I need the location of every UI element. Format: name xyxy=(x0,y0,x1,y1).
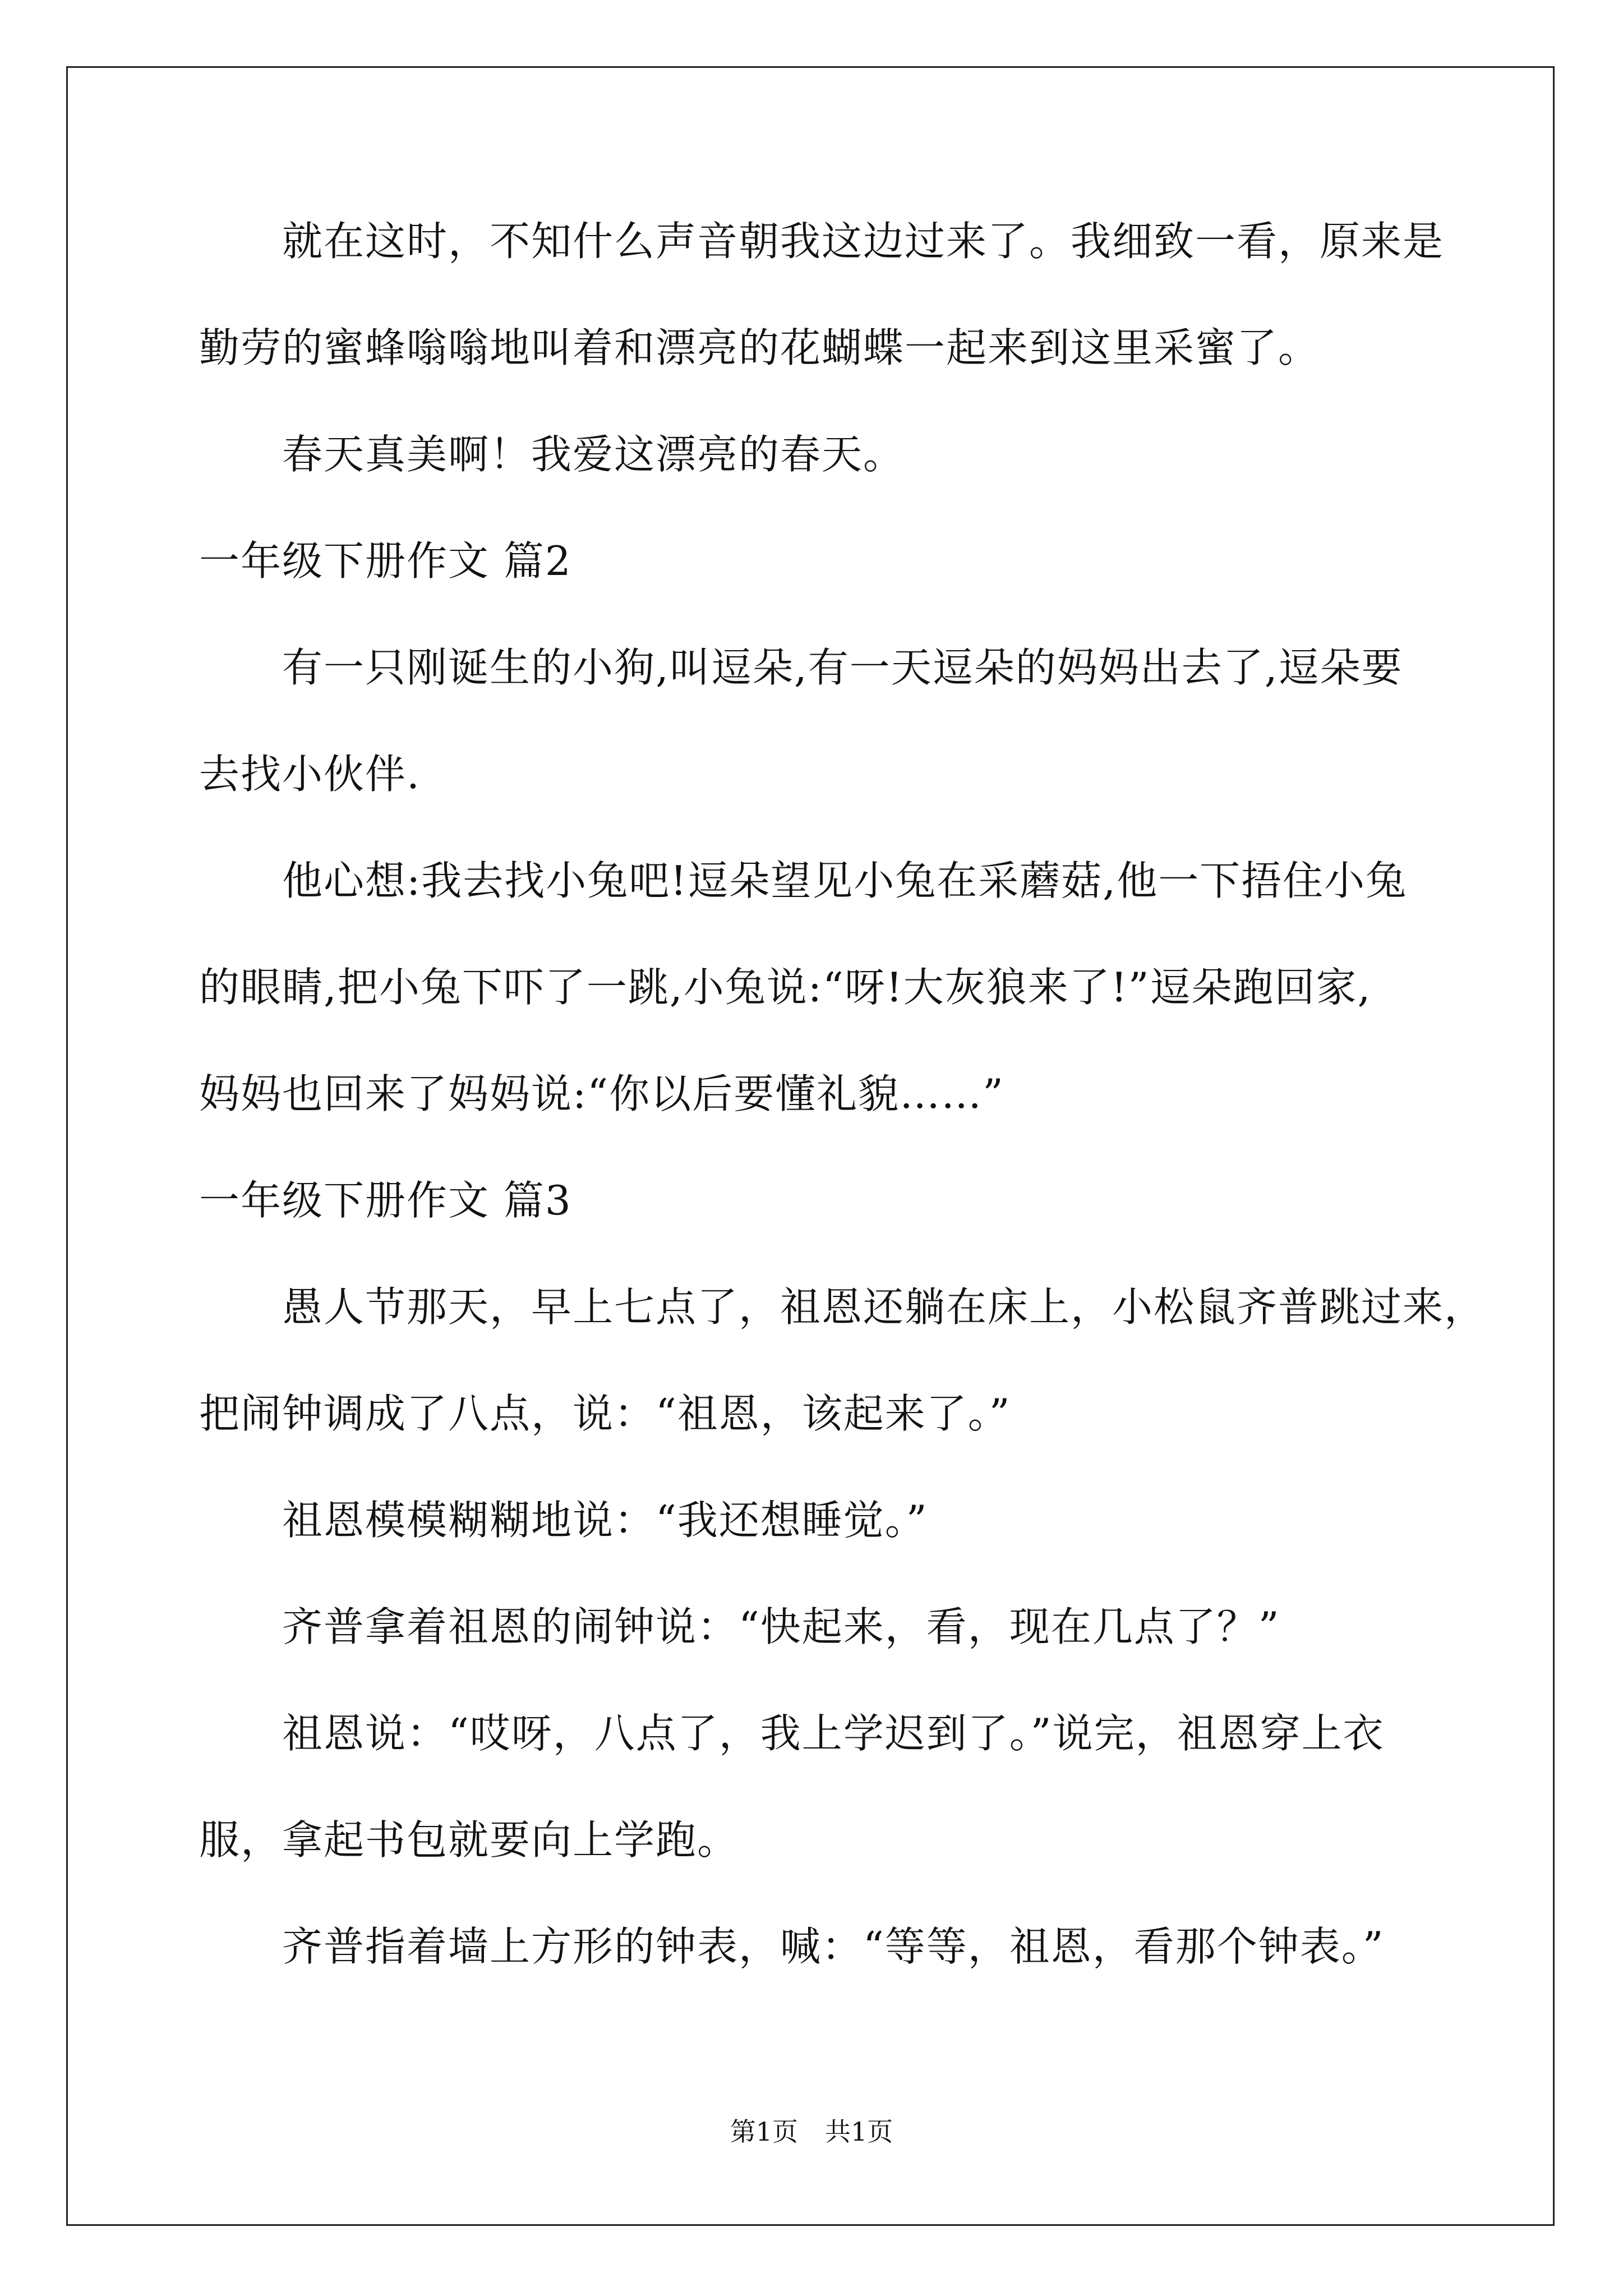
paragraph-line: 齐普拿着祖恩的闹钟说：“快起来，看，现在几点了？” xyxy=(282,1603,1280,1650)
paragraph-line: 把闹钟调成了八点，说：“祖恩，该起来了。” xyxy=(199,1390,1011,1437)
paragraph-line: 有一只刚诞生的小狗,叫逗朵,有一天逗朵的妈妈出去了,逗朵要 xyxy=(282,644,1403,691)
page-footer xyxy=(0,2115,1623,2148)
paragraph-line: 祖恩模模糊糊地说：“我还想睡觉。” xyxy=(282,1497,928,1544)
section-heading-2: 一年级下册作文 篇2 xyxy=(199,537,572,585)
page-number: 第1页 xyxy=(730,2116,798,2147)
section-heading-3: 一年级下册作文 篇3 xyxy=(199,1177,572,1224)
paragraph-line: 祖恩说：“哎呀，八点了，我上学迟到了。”说完，祖恩穿上衣 xyxy=(282,1710,1385,1757)
paragraph-line: 服，拿起书包就要向上学跑。 xyxy=(199,1816,739,1864)
paragraph-line: 妈妈也回来了妈妈说:“你以后要懂礼貌……” xyxy=(199,1070,1004,1117)
page-border xyxy=(66,66,1555,2226)
paragraph-line: 就在这时，不知什么声音朝我这边过来了。我细致一看，原来是 xyxy=(282,218,1445,265)
paragraph-line: 春天真美啊！我爱这漂亮的春天。 xyxy=(282,431,905,478)
paragraph-line: 他心想:我去找小兔吧!逗朵望见小兔在采蘑菇,他一下捂住小兔 xyxy=(282,857,1408,904)
paragraph-line: 勤劳的蜜蜂嗡嗡地叫着和漂亮的花蝴蝶一起来到这里采蜜了。 xyxy=(199,324,1320,371)
page-total: 共1页 xyxy=(825,2116,893,2147)
paragraph-line: 齐普指着墙上方形的钟表，喊：“等等，祖恩，看那个钟表。” xyxy=(282,1923,1385,1970)
paragraph-line: 愚人节那天，早上七点了，祖恩还躺在床上，小松鼠齐普跳过来， xyxy=(282,1283,1486,1331)
paragraph-line: 去找小伙伴. xyxy=(199,751,421,798)
paragraph-line: 的眼睛,把小兔下吓了一跳,小兔说:“呀!大灰狼来了!”逗朵跑回家, xyxy=(199,964,1372,1011)
